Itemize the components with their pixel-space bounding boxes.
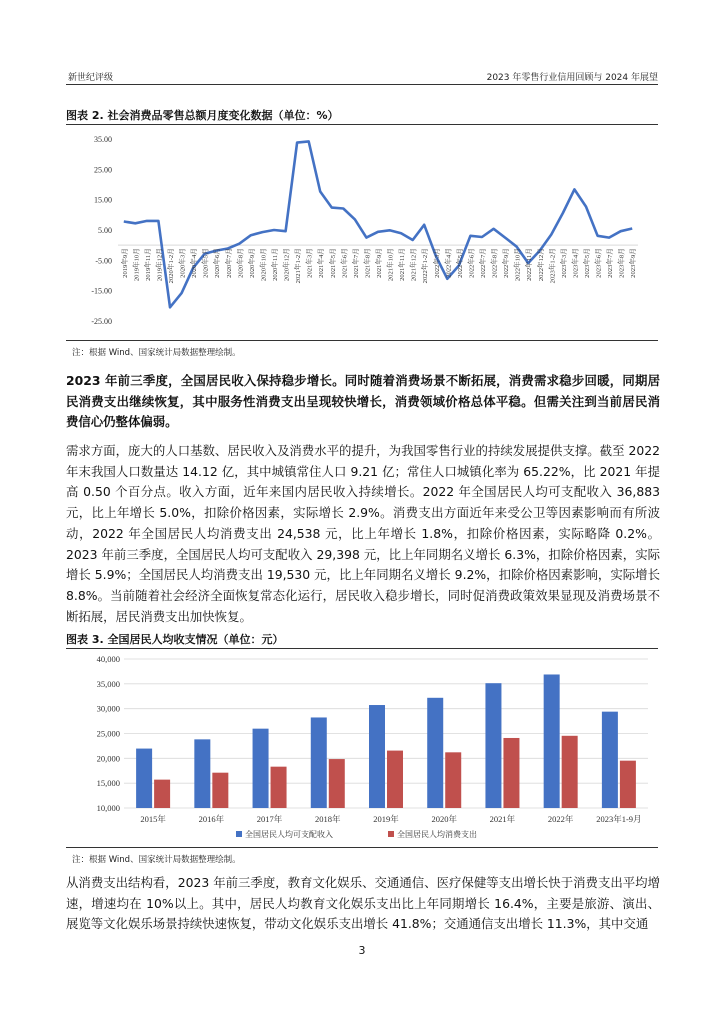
bar-expense [620, 761, 636, 808]
x-tick-label: 2020年3月 [179, 248, 187, 278]
paragraph-summary: 2023 年前三季度，全国居民收入保持稳步增长。同时随着消费场景不断拓展，消费需求稳步回暖，同期居民消费支出继续恢复，其中服务性消费支出呈现较快增长，消费领域价格总体平稳。但需关注到当前居民消费信心仍整体偏弱。 [66, 373, 660, 430]
x-tick-label: 2022年 [547, 814, 574, 824]
y-tick-label: -25.00 [91, 317, 112, 326]
bar-expense [503, 738, 519, 808]
x-tick-label: 2022年8月 [491, 248, 499, 278]
legend-swatch [388, 831, 394, 837]
x-tick-label: 2019年9月 [121, 248, 129, 278]
bar-income [602, 712, 618, 808]
x-tick-label: 2020年11月 [272, 248, 279, 281]
y-tick-label: 15,000 [96, 778, 120, 789]
y-tick-label: 25,000 [96, 728, 120, 739]
figure2-bottom-rule [66, 340, 658, 341]
x-tick-label: 2021年3月 [306, 248, 314, 278]
x-tick-label: 2022年9月 [503, 248, 511, 278]
x-tick-label: 2023年1-9月 [596, 814, 642, 824]
bar-income [544, 674, 560, 808]
bar-expense [212, 773, 228, 808]
bar-expense [562, 736, 578, 808]
x-tick-label: 2018年 [315, 814, 341, 824]
x-tick-label: 2019年 [373, 814, 399, 824]
y-tick-label: -5.00 [95, 256, 112, 266]
x-tick-label: 2017年 [256, 814, 283, 824]
bar-expense [445, 752, 461, 808]
x-tick-label: 2021年9月 [376, 248, 383, 278]
x-tick-label: 2020年8月 [237, 248, 245, 278]
legend-label: 全国居民人均可支配收入 [245, 830, 333, 839]
bar-expense [154, 780, 170, 808]
x-tick-label: 2021年6月 [341, 248, 349, 278]
x-tick-label: 2020年 [431, 814, 457, 824]
x-tick-label: 2021年 [489, 814, 516, 824]
x-tick-label: 2020年12月 [283, 248, 291, 282]
x-tick-label: 2022年3月 [433, 248, 441, 278]
figure3-note: 注：根据 Wind、国家统计局数据整理绘制。 [72, 855, 241, 865]
x-tick-label: 2023年9月 [630, 248, 638, 278]
figure2-note: 注：根据 Wind、国家统计局数据整理绘制。 [72, 348, 241, 358]
y-tick-label: 20,000 [96, 753, 120, 764]
x-tick-label: 2021年7月 [352, 248, 360, 278]
x-tick-label: 2022年5月 [456, 248, 464, 278]
x-tick-label: 2019年11月 [144, 248, 152, 281]
x-tick-label: 2022年4月 [445, 248, 453, 278]
x-tick-label: 2022年11月 [526, 248, 534, 281]
x-tick-label: 2021年4月 [318, 248, 326, 278]
y-tick-label: -15.00 [91, 286, 112, 296]
header-left: 新世纪评级 [68, 73, 114, 83]
page-number: 3 [358, 944, 366, 957]
x-tick-label: 2023年7月 [607, 248, 615, 278]
x-tick-label: 2023年6月 [595, 248, 603, 278]
x-tick-label: 2021年8月 [364, 248, 372, 278]
x-tick-label: 2021年5月 [329, 248, 337, 278]
x-tick-label: 2022年10月 [514, 248, 522, 282]
figure3-top-rule [66, 648, 658, 649]
legend-label: 全国居民人均消费支出 [397, 830, 477, 839]
bar-chart-container [66, 650, 658, 845]
bar-income [136, 749, 152, 808]
bar-expense [271, 767, 287, 808]
x-tick-label: 2020年5月 [202, 248, 210, 278]
y-tick-label: 35,000 [96, 678, 120, 689]
x-tick-label: 2021年12月 [410, 248, 418, 282]
bar-income [311, 717, 327, 808]
bar-income [194, 739, 210, 808]
x-tick-label: 2022年1-2月 [422, 248, 430, 284]
x-tick-label: 2020年4月 [191, 248, 199, 278]
x-tick-label: 2022年7月 [480, 248, 487, 278]
x-tick-label: 2020年1-2月 [168, 248, 175, 284]
line-chart-container [66, 126, 658, 338]
y-tick-label: 15.00 [94, 195, 112, 205]
figure2-title: 图表 2. 社会消费品零售总额月度变化数据（单位：%） [66, 109, 339, 122]
header-right: 2023 年零售行业信用回顾与 2024 年展望 [486, 73, 658, 83]
y-tick-label: 5.00 [98, 226, 112, 235]
y-tick-label: 25.00 [94, 165, 112, 175]
y-tick-label: 10,000 [96, 803, 120, 813]
legend-swatch [236, 831, 242, 837]
bar-expense [387, 751, 403, 808]
x-tick-label: 2022年12月 [537, 248, 545, 282]
y-tick-label: 30,000 [96, 703, 120, 714]
y-tick-label: 40,000 [96, 654, 120, 664]
bar-income [485, 683, 501, 808]
figure2-top-rule [66, 124, 658, 125]
x-tick-label: 2021年11月 [399, 248, 407, 281]
header-divider [66, 84, 658, 85]
x-tick-label: 2023年1-2月 [549, 248, 557, 284]
paragraph-consumption-structure: 从消费支出结构看，2023 年前三季度，教育文化娱乐、交通通信、医疗保健等支出增长快于消费支出平均增速，增速均在 10%以上。其中，居民人均教育文化娱乐支出比上年同期增长 16.4%，主要是旅游、演出、展览等文化娱乐场景持续快速恢复，带动文化娱乐支出增长 41.8%；交通通信支出增长 11.3%，其中交通 [66, 875, 660, 932]
line-chart [66, 126, 658, 338]
x-tick-label: 2023年3月 [560, 248, 568, 278]
bar-income [427, 698, 443, 808]
bar-income [253, 729, 269, 808]
x-tick-label: 2020年6月 [214, 248, 222, 278]
x-tick-label: 2022年6月 [468, 248, 476, 278]
bar-income [369, 705, 385, 808]
x-tick-label: 2020年10月 [260, 248, 268, 282]
x-tick-label: 2016年 [198, 814, 225, 824]
x-tick-label: 2015年 [140, 814, 166, 824]
figure3-bottom-rule [66, 847, 658, 848]
x-tick-label: 2020年7月 [225, 248, 233, 278]
x-tick-label: 2021年10月 [387, 248, 395, 282]
y-tick-label: 35.00 [94, 135, 112, 144]
x-tick-label: 2021年1-2月 [295, 248, 303, 284]
x-tick-label: 2023年8月 [618, 248, 626, 278]
x-tick-label: 2019年12月 [156, 248, 164, 282]
bar-expense [329, 759, 345, 808]
x-tick-label: 2023年4月 [572, 248, 580, 278]
x-tick-label: 2019年10月 [133, 248, 141, 282]
x-tick-label: 2023年5月 [584, 248, 591, 278]
bar-chart [66, 650, 658, 845]
figure3-title: 图表 3. 全国居民人均收支情况（单位：元） [66, 633, 284, 646]
paragraph-demand: 需求方面，庞大的人口基数、居民收入及消费水平的提升，为我国零售行业的持续发展提供支撑。截至 2022 年末我国人口数量达 14.12 亿，其中城镇常住人口 9.21 亿；常住人口城镇化率为 65.22%，比 2021 年提高 0.50 个百分点。收入方面，近年来国内居民收入持续增长。2022 年全国居民人均可支配收入 36,883 元，比上年增长 5.0%，扣除价格因素，实际增长 2.9%。消费支出方面近年来受公卫等因素影响而有所波动，2022 年全国居民人均消费支出 24,538 元，比上年增长 1.8%，扣除价格因素，实际略降 0.2%。2023 年前三季度，全国居民人均可支配收入 29,398 元，比上年同期名义增长 6.3%，扣除价格因素，实际增长 5.9%；全国居民人均消费支出 19,530 元，比上年同期名义增长 9.2%，扣除价格因素影响，实际增长 8.8%。当前随着社会经济全面恢复常态化运行，居民收入稳步增长，同时促消费政策效果显现及消费场景不断拓展，居民消费支出加快恢复。 [66, 443, 660, 624]
x-tick-label: 2020年9月 [248, 248, 256, 278]
